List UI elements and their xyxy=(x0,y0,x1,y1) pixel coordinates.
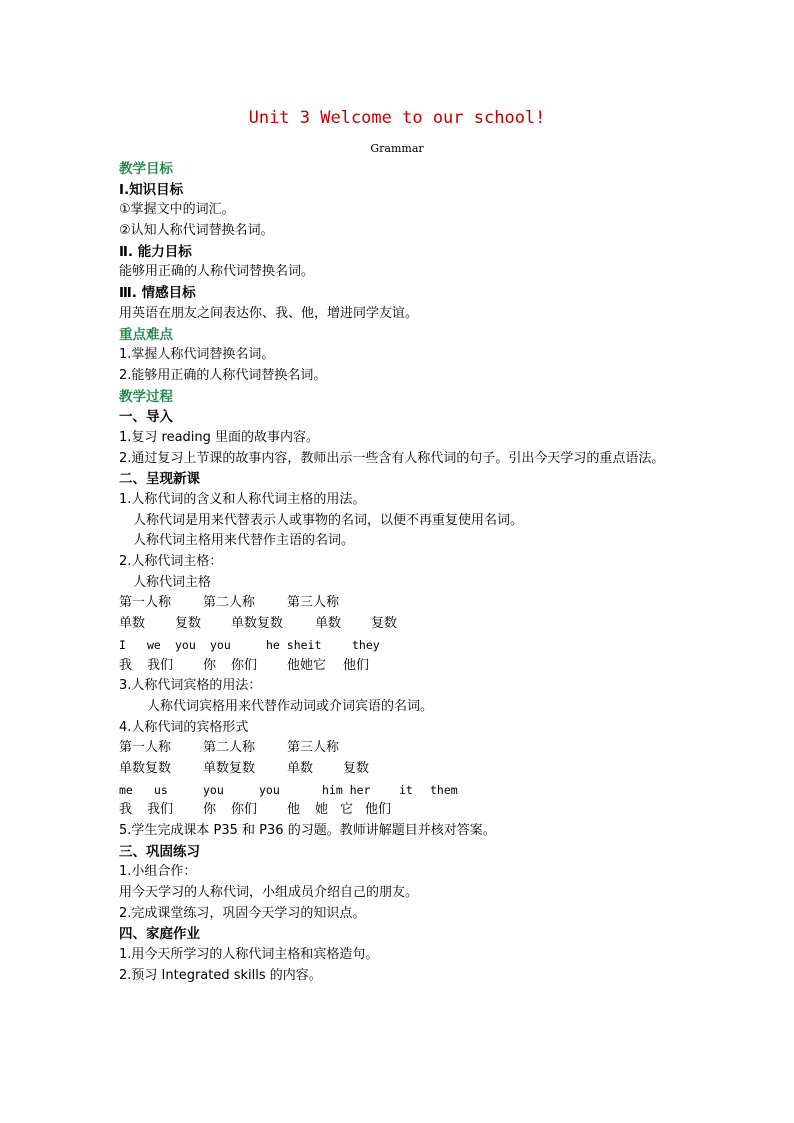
object-table-chinese xyxy=(119,800,689,821)
text-line: 用英语在朋友之间表达你、我、他，增进同学友谊。 xyxy=(119,305,419,321)
text-line: 2.能够用正确的人称代词替换名词。 xyxy=(119,367,327,383)
table-cell: you xyxy=(210,637,231,652)
text-line: 2.完成课堂练习，巩固今天学习的知识点。 xyxy=(119,905,366,921)
table-cell: it xyxy=(399,782,413,797)
table-cell: them xyxy=(430,782,458,797)
table-cell: 我 xyxy=(119,657,133,673)
table-cell: he sheit xyxy=(266,637,322,652)
table-cell: 他 xyxy=(287,802,301,818)
table-cell: 我们 xyxy=(147,657,174,673)
table-cell: 你 xyxy=(203,802,217,818)
text-line: 1.掌握人称代词替换名词。 xyxy=(119,347,275,363)
table-cell: 你们 xyxy=(231,802,258,818)
table-cell: 单数复数 xyxy=(231,616,284,632)
table-cell: 它 xyxy=(340,802,354,818)
table-cell: 我们 xyxy=(147,802,174,818)
table-cell: 他她它 xyxy=(287,657,327,673)
subject-table-numbers xyxy=(119,614,689,635)
subheading-practice: 三、巩固练习 xyxy=(119,843,200,860)
table-cell: you xyxy=(259,782,280,797)
table-cell: 第一人称 xyxy=(119,595,172,611)
table-cell: 你们 xyxy=(231,657,258,673)
table-cell: me xyxy=(119,782,133,797)
text-line: 1.复习 reading 里面的故事内容。 xyxy=(119,429,320,445)
table-cell: 复数 xyxy=(175,616,202,632)
table-cell: 你 xyxy=(203,657,217,673)
subject-table-english xyxy=(119,635,689,656)
text-line: 用今天学习的人称代词，小组成员介绍自己的朋友。 xyxy=(119,885,419,901)
table-cell: 单数 xyxy=(119,616,146,632)
table-cell: they xyxy=(352,637,380,652)
table-cell: him her xyxy=(322,782,371,797)
subheading-ability: Ⅱ. 能力目标 xyxy=(119,243,192,260)
text-line: 3.人称代词宾格的用法： xyxy=(119,678,262,694)
text-line: 1.用今天所学习的人称代词主格和宾格造句。 xyxy=(119,947,379,963)
table-cell: 她 xyxy=(315,802,329,818)
table-cell: 第二人称 xyxy=(203,740,256,756)
table-cell: 他们 xyxy=(343,657,370,673)
subject-table-persons xyxy=(119,593,689,614)
object-table-numbers xyxy=(119,759,689,780)
section-heading-key-points: 重点难点 xyxy=(119,326,173,343)
table-cell: you xyxy=(203,782,224,797)
text-line: 人称代词主格用来代替作主语的名词。 xyxy=(133,533,355,549)
text-line: 5.学生完成课本 P35 和 P36 的习题。教师讲解题目并核对答案。 xyxy=(119,823,496,839)
subject-table-chinese xyxy=(119,656,689,677)
subheading-homework: 四、家庭作业 xyxy=(119,926,200,943)
table-cell: we xyxy=(147,637,161,652)
document-subtitle: Grammar xyxy=(370,142,424,155)
table-cell: 第一人称 xyxy=(119,740,172,756)
subheading-emotion: Ⅲ. 情感目标 xyxy=(119,285,196,302)
table-cell: 单数复数 xyxy=(119,760,172,776)
subheading-knowledge: Ⅰ.知识目标 xyxy=(119,181,184,198)
table-cell: 复数 xyxy=(371,616,398,632)
text-line: 人称代词宾格用来代替作动词或介词宾语的名词。 xyxy=(147,698,434,714)
table-cell: 第三人称 xyxy=(287,595,340,611)
section-heading-goals: 教学目标 xyxy=(119,161,173,177)
document-title: Unit 3 Welcome to our school! xyxy=(248,108,546,128)
subheading-new-lesson: 二、呈现新课 xyxy=(119,471,200,488)
text-line: 4.人称代词的宾格形式 xyxy=(119,719,249,735)
table-cell: 复数 xyxy=(343,760,370,776)
text-line: 1.人称代词的含义和人称代词主格的用法。 xyxy=(119,492,366,508)
object-table-english xyxy=(119,780,689,801)
document-body xyxy=(119,159,689,987)
subheading-intro: 一、导入 xyxy=(119,409,173,426)
table-cell: you xyxy=(175,637,196,652)
text-line: 1.小组合作： xyxy=(119,864,197,880)
text-line: 人称代词主格 xyxy=(133,574,212,590)
table-cell: 单数 xyxy=(315,616,342,632)
section-heading-process: 教学过程 xyxy=(119,388,173,405)
table-cell: 单数 xyxy=(287,760,314,776)
text-line: ①掌握文中的词汇。 xyxy=(119,202,235,218)
table-cell: I xyxy=(119,637,126,652)
object-table-persons xyxy=(119,738,689,759)
table-cell: 第三人称 xyxy=(287,740,340,756)
text-line: 能够用正确的人称代词替换名词。 xyxy=(119,264,315,280)
text-line: 2.预习 Integrated skills 的内容。 xyxy=(119,967,322,983)
text-line: 2.人称代词主格： xyxy=(119,554,223,570)
table-cell: 单数复数 xyxy=(203,760,256,776)
table-cell: 他们 xyxy=(365,802,392,818)
table-cell: 第二人称 xyxy=(203,595,256,611)
table-cell: 我 xyxy=(119,802,133,818)
text-line: 人称代词是用来代替表示人或事物的名词，以便不再重复使用名词。 xyxy=(133,512,524,528)
text-paragraph: 2.通过复习上节课的故事内容，教师出示一些含有人称代词的句子。引出今天学习的重点语法。 xyxy=(119,450,665,466)
table-cell: us xyxy=(154,782,168,797)
text-line: ②认知人称代词替换名词。 xyxy=(119,223,274,239)
